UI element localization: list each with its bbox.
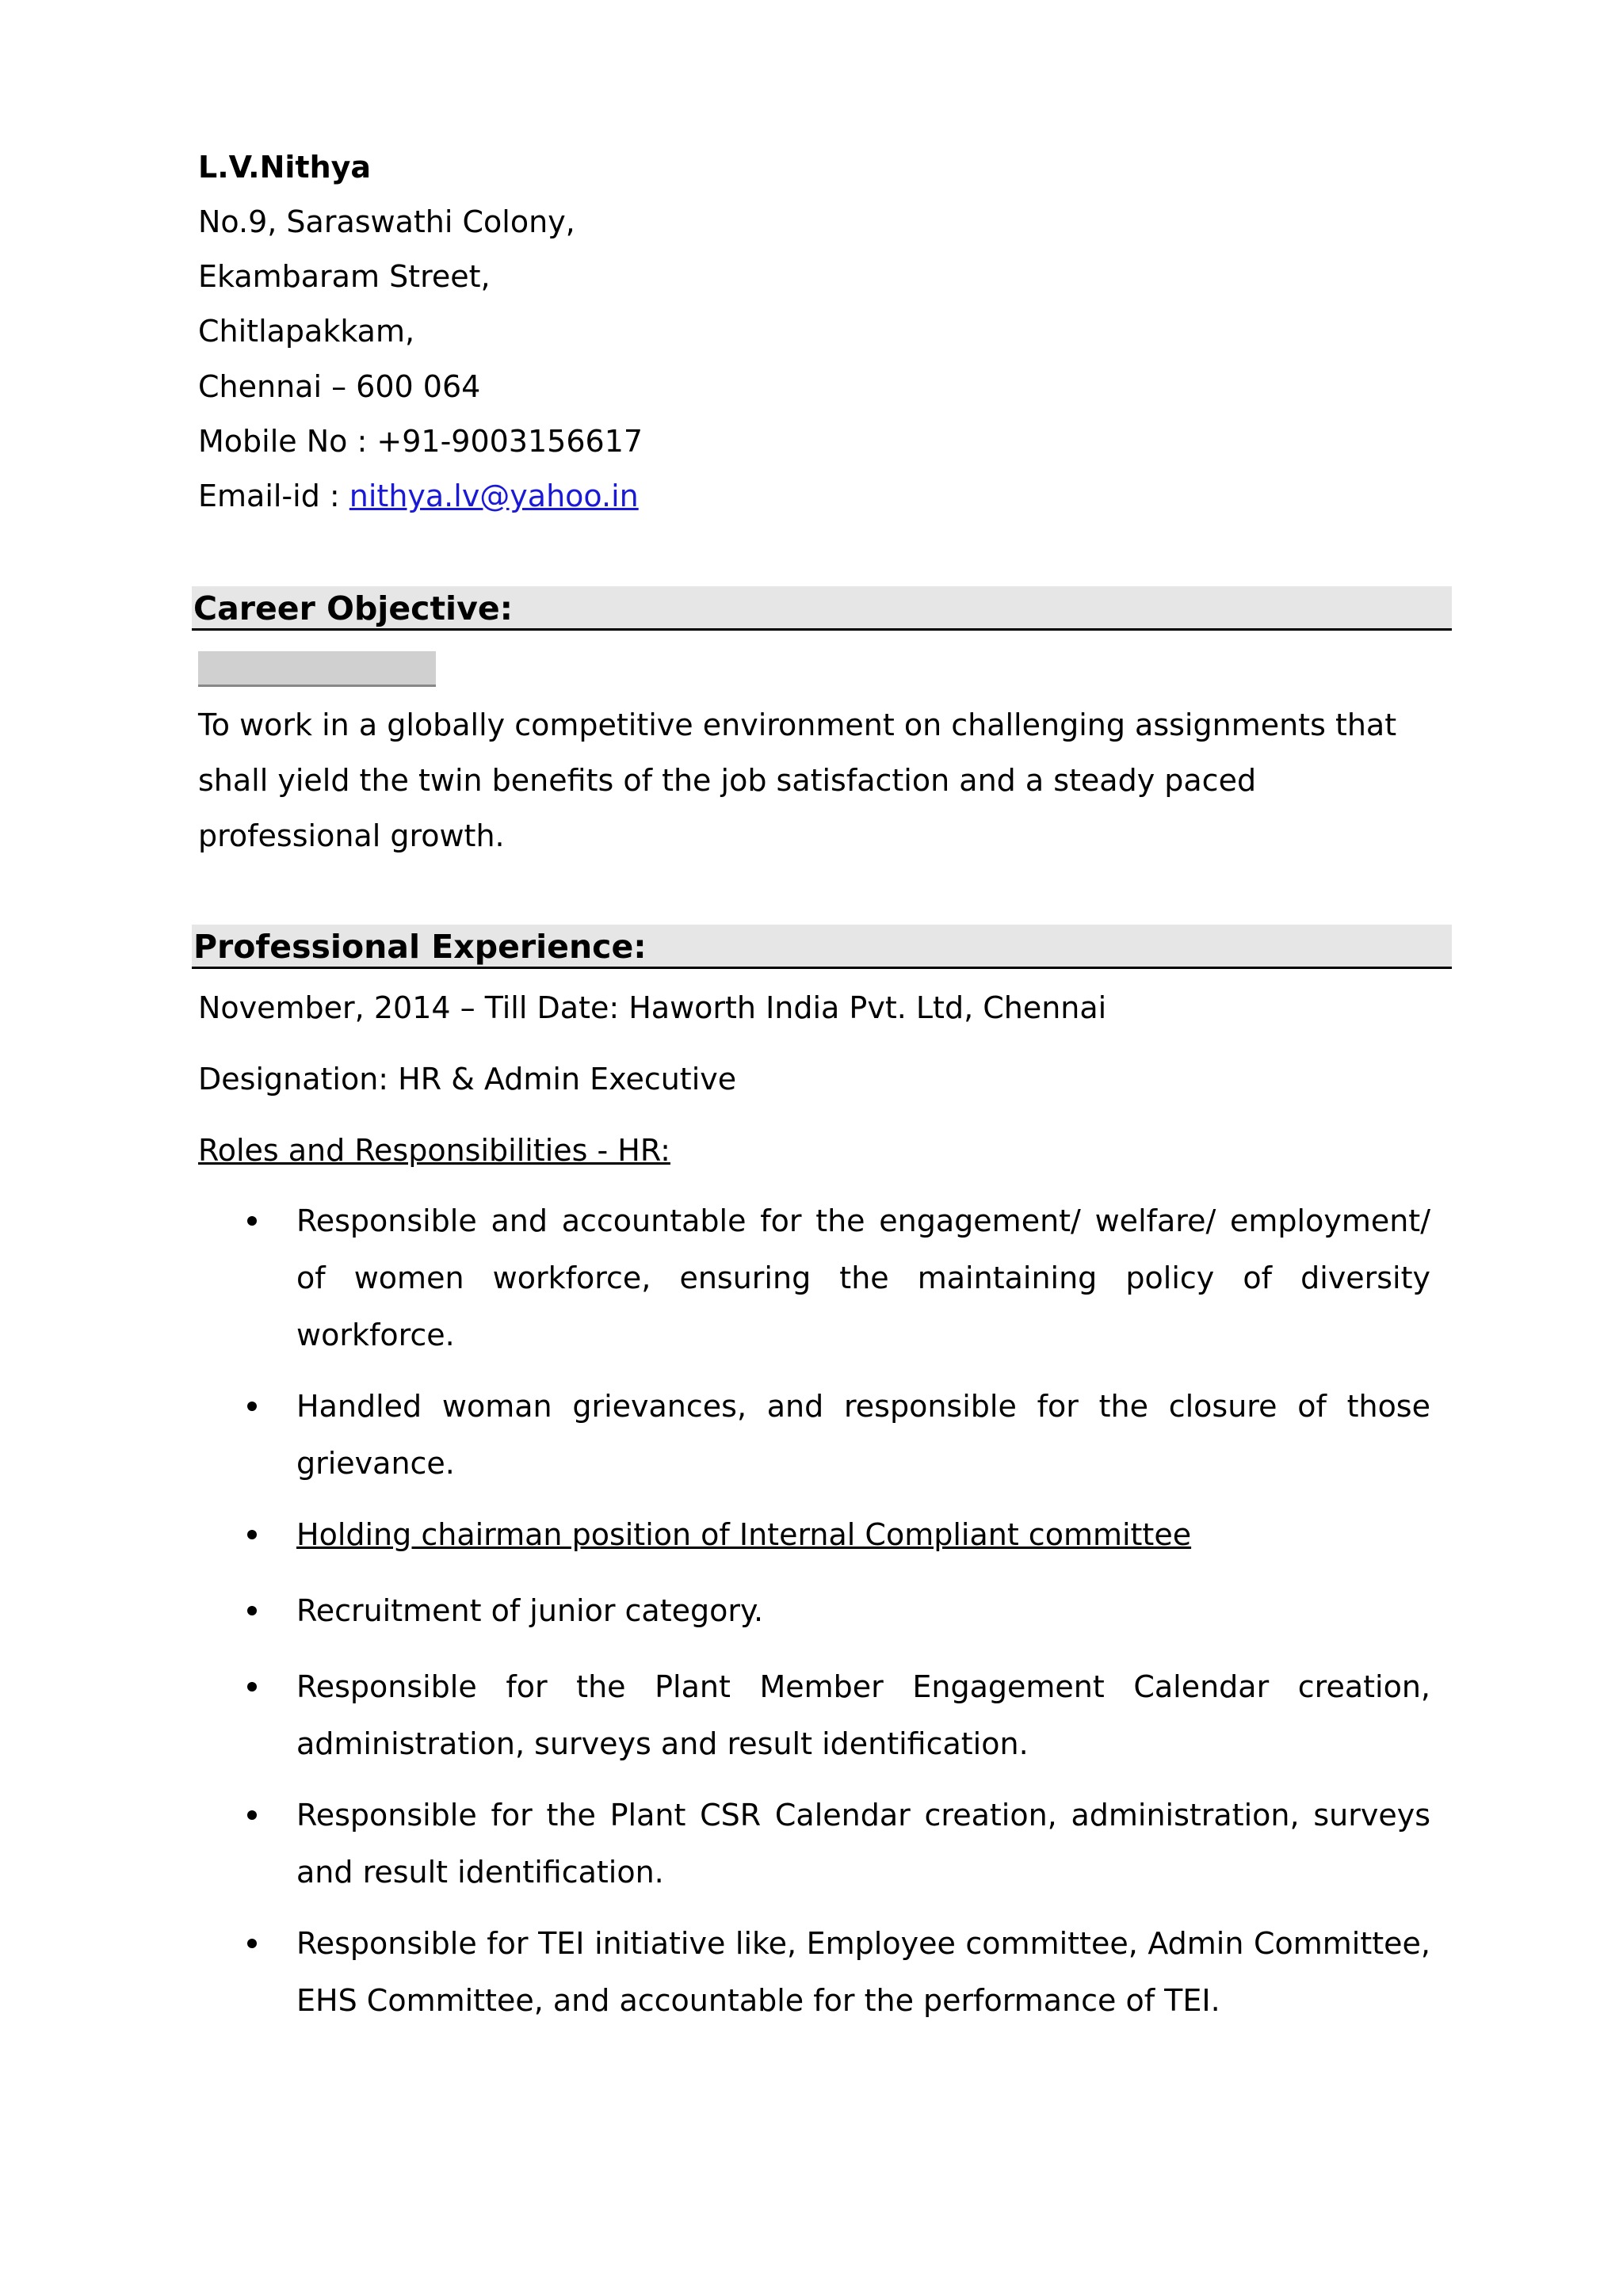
mobile-line: [198, 423, 643, 460]
list-item-text: Responsible and accountable for the engagement/ welfare/ employment/ of women workforce, ensuring the maintaining policy of diversity workforce.: [296, 1203, 1430, 1352]
roles-heading: Roles and Responsibilities - HR:: [198, 1133, 670, 1168]
mobile-number: +91-9003156617: [376, 424, 643, 459]
employment-period: November, 2014 – Till Date: Haworth India Pvt. Ltd, Chennai: [198, 990, 1107, 1025]
professional-experience-heading: Professional Experience:: [192, 925, 1452, 969]
list-item-text: Responsible for TEI initiative like, Employee committee, Admin Committee, EHS Committee, and accountable for the performance of TEI.: [296, 1926, 1430, 2018]
list-item-text: Responsible for the Plant CSR Calendar creation, administration, surveys and result identification.: [296, 1798, 1430, 1890]
list-item: [198, 1915, 1430, 2029]
list-item: [198, 1787, 1430, 1901]
career-objective-text: To work in a globally competitive environment on challenging assignments that shall yield the twin benefits of the job satisfaction and a steady paced professional growth.: [198, 707, 1397, 853]
list-item: [198, 1582, 1430, 1639]
bullet-icon: [247, 1682, 257, 1691]
designation: Designation: HR & Admin Executive: [198, 1062, 737, 1097]
list-item-text: Responsible for the Plant Member Engagement Calendar creation, administration, surveys and result identification.: [296, 1669, 1430, 1761]
bullet-icon: [247, 1939, 257, 1948]
list-item-text: Handled woman grievances, and responsible for the closure of those grievance.: [296, 1389, 1430, 1481]
mobile-label: Mobile No :: [198, 424, 377, 459]
candidate-name: L.V.Nithya: [198, 150, 372, 185]
bullet-icon: [247, 1810, 257, 1820]
list-item: [198, 1506, 1430, 1563]
list-item-text: Holding chairman position of Internal Compliant committee: [296, 1517, 1192, 1552]
list-item: [198, 1192, 1430, 1363]
address-line-4: Chennai – 600 064: [198, 369, 481, 404]
email-link[interactable]: nithya.lv@yahoo.in: [349, 479, 639, 513]
address-line-2: Ekambaram Street,: [198, 259, 491, 294]
email-line: [198, 478, 639, 514]
responsibilities-list: [198, 1192, 1430, 2043]
bullet-icon: [247, 1606, 257, 1615]
list-item: [198, 1658, 1430, 1772]
list-item: [198, 1378, 1430, 1492]
bullet-icon: [247, 1530, 257, 1539]
highlight-bar: [198, 651, 436, 687]
list-item-text: Recruitment of junior category.: [296, 1593, 764, 1628]
address-line-3: Chitlapakkam,: [198, 314, 415, 349]
bullet-icon: [247, 1216, 257, 1226]
address-line-1: No.9, Saraswathi Colony,: [198, 204, 575, 239]
career-objective-heading: Career Objective:: [192, 586, 1452, 631]
email-label: Email-id :: [198, 479, 349, 513]
bullet-icon: [247, 1402, 257, 1411]
